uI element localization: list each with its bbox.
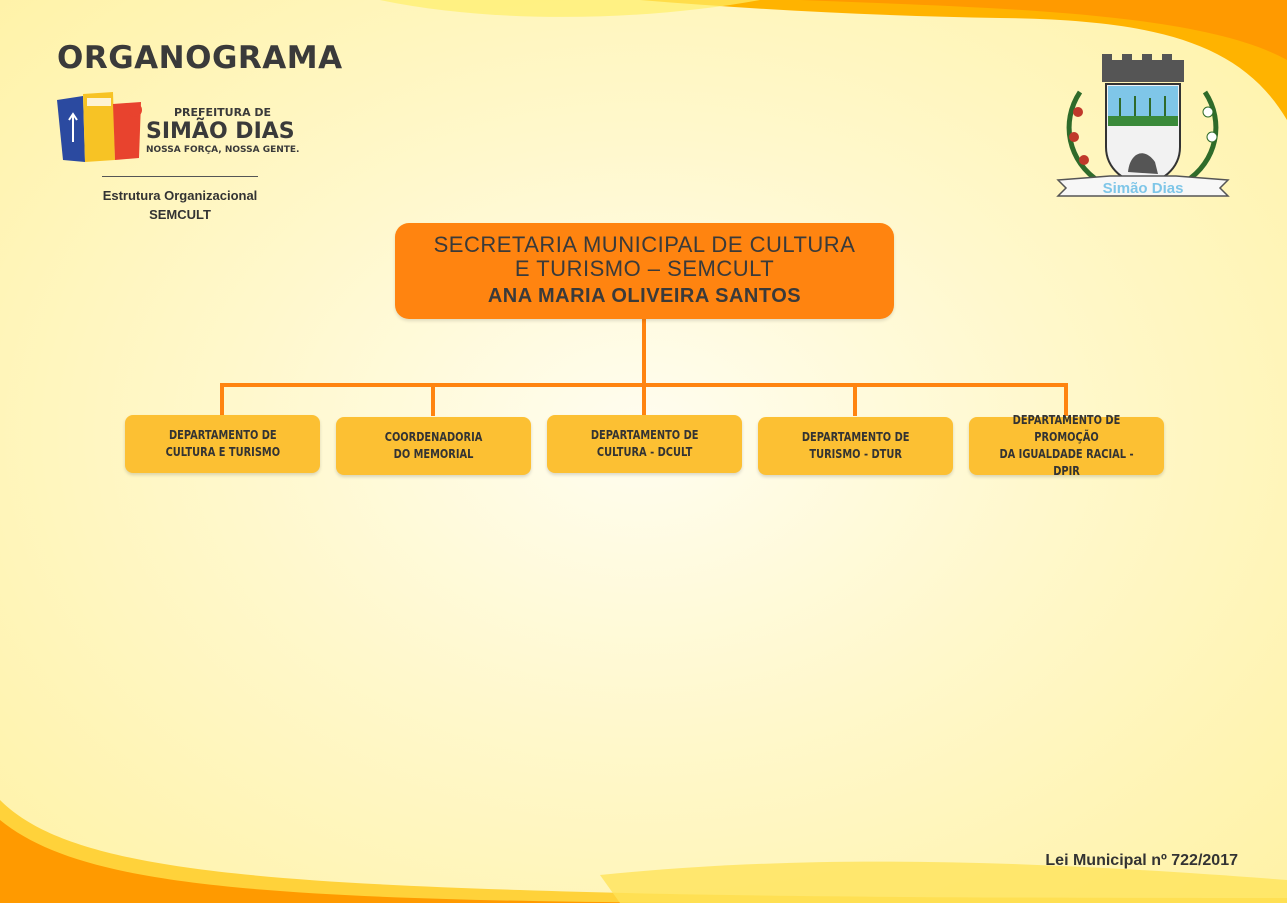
root-node-head-name: ANA MARIA OLIVEIRA SANTOS: [487, 285, 802, 307]
node-label: COORDENADORIA DO MEMORIAL: [384, 430, 483, 461]
logo-top-text: PREFEITURA DE: [174, 106, 272, 119]
logo-main-text: SIMÃO DIAS: [146, 119, 295, 144]
node-departamento-dcult: [547, 415, 742, 473]
node-departamento-cultura-turismo: [125, 415, 320, 473]
logo-slogan: NOSSA FORÇA, NOSSA GENTE.: [146, 145, 300, 155]
structure-unit: SEMCULT: [149, 207, 211, 222]
root-node-semcult: [395, 223, 894, 319]
law-reference: Lei Municipal nº 722/2017: [1045, 852, 1238, 869]
node-coordenadoria-memorial: [336, 417, 531, 475]
structure-label: Estrutura Organizacional: [102, 188, 258, 203]
page-title: ORGANOGRAMA: [57, 40, 343, 76]
node-departamento-dtur: [758, 417, 953, 475]
node-departamento-dpir: [969, 413, 1164, 478]
root-node-title: SECRETARIA MUNICIPAL DE CULTURA E TURISMO – SEMCULT: [433, 232, 856, 281]
node-label: DEPARTAMENTO DE CULTURA - DCULT: [590, 428, 699, 459]
node-label: DEPARTAMENTO DE CULTURA E TURISMO: [165, 428, 280, 459]
node-label: DEPARTAMENTO DE TURISMO - DTUR: [801, 430, 910, 461]
crest-ribbon-text: Simão Dias: [1102, 180, 1184, 197]
node-label: DEPARTAMENTO DE PROMOÇÃO DA IGUALDADE RACIAL - DPIR: [999, 413, 1134, 478]
